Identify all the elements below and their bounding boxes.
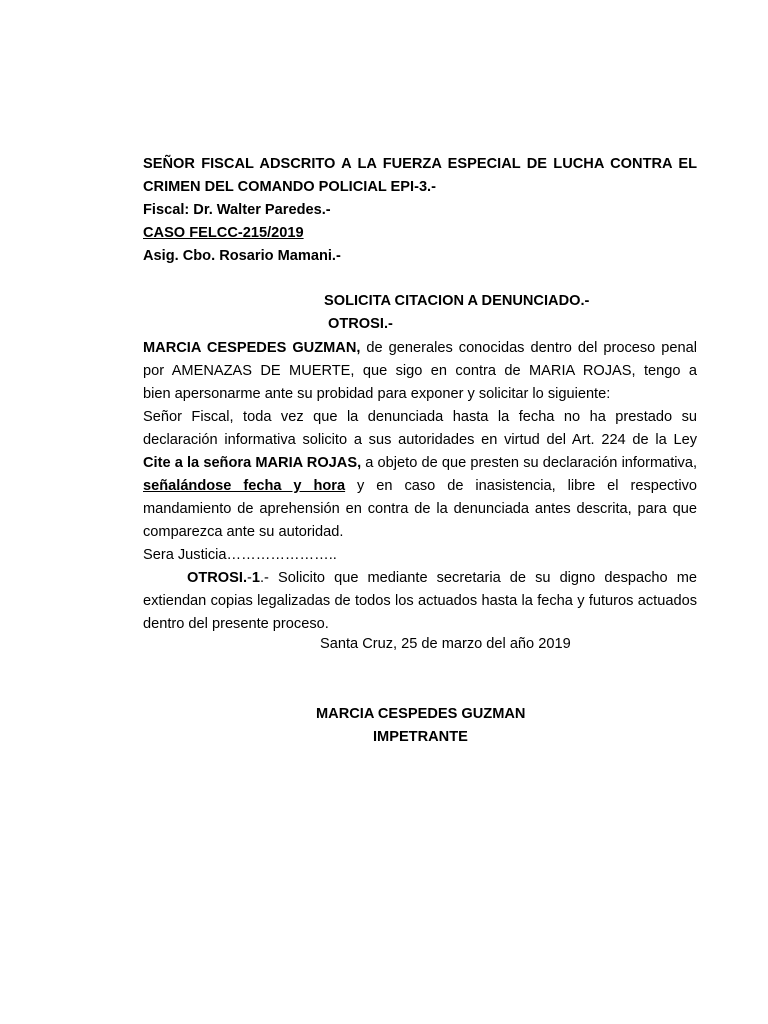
paragraph-1-line-2: por AMENAZAS DE MUERTE, que sigo en contra de MARIA ROJAS, tengo a [143, 363, 697, 379]
addressee-line-2: CRIMEN DEL COMANDO POLICIAL EPI-3.- [143, 179, 436, 195]
paragraph-1-line-1 [143, 337, 697, 360]
closing-phrase: Sera Justicia………………….. [143, 547, 337, 563]
case-number: CASO FELCC-215/2019 [143, 225, 304, 241]
paragraph-1-line-3: bien apersonarme ante su probidad para exponer y solicitar lo siguiente: [143, 386, 611, 402]
place-date: Santa Cruz, 25 de marzo del año 2019 [320, 636, 571, 652]
paragraph-2-line-4 [143, 475, 697, 498]
otrosi-sep: - [247, 570, 252, 586]
p2-l3-text: a objeto de que presten su declaración informativa, [361, 455, 697, 471]
addressee-block [143, 153, 697, 268]
otrosi-label: OTROSI. [187, 570, 247, 586]
petitioner-name: MARCIA CESPEDES GUZMAN, [143, 340, 361, 356]
fiscal-name: Fiscal: Dr. Walter Paredes.- [143, 202, 331, 218]
signature-role: IMPETRANTE [373, 729, 468, 745]
otrosi-l1-text: .- Solicito que mediante secretaria de su digno despacho me [260, 570, 697, 586]
paragraph-2-line-5: mandamiento de aprehensión en contra de la denunciada antes descrita, para que [143, 501, 697, 517]
otrosi-line-2: extiendan copias legalizadas de todos los actuados hasta la fecha y futuros actuados [143, 593, 697, 609]
subject-otrosi: OTROSI.- [328, 316, 393, 332]
paragraph-2-line-1: Señor Fiscal, toda vez que la denunciada hasta la fecha no ha prestado su [143, 409, 697, 425]
assigned-officer: Asig. Cbo. Rosario Mamani.- [143, 248, 341, 264]
p1-l1-text: de generales conocidas dentro del proceso penal [360, 340, 697, 356]
otrosi-number: 1 [251, 570, 260, 586]
addressee-line-1: SEÑOR FISCAL ADSCRITO A LA FUERZA ESPECIAL DE LUCHA CONTRA EL [143, 156, 697, 172]
paragraph-2-line-6: comparezca ante su autoridad. [143, 524, 344, 540]
paragraph-2-line-2: declaración informativa solicito a sus autoridades en virtud del Art. 224 de la Ley [143, 432, 697, 448]
p2-l4-text: y en caso de inasistencia, libre el respectivo [345, 478, 697, 494]
otrosi-line-1 [143, 567, 697, 590]
date-time-request: señalándose fecha y hora [143, 478, 346, 494]
otrosi-line-3: dentro del presente proceso. [143, 616, 329, 632]
body-text [143, 337, 697, 636]
signature-name: MARCIA CESPEDES GUZMAN [316, 706, 526, 722]
paragraph-2-line-3 [143, 452, 697, 475]
subject-title: SOLICITA CITACION A DENUNCIADO.- [324, 293, 590, 309]
cite-request: Cite a la señora MARIA ROJAS, [143, 455, 362, 471]
